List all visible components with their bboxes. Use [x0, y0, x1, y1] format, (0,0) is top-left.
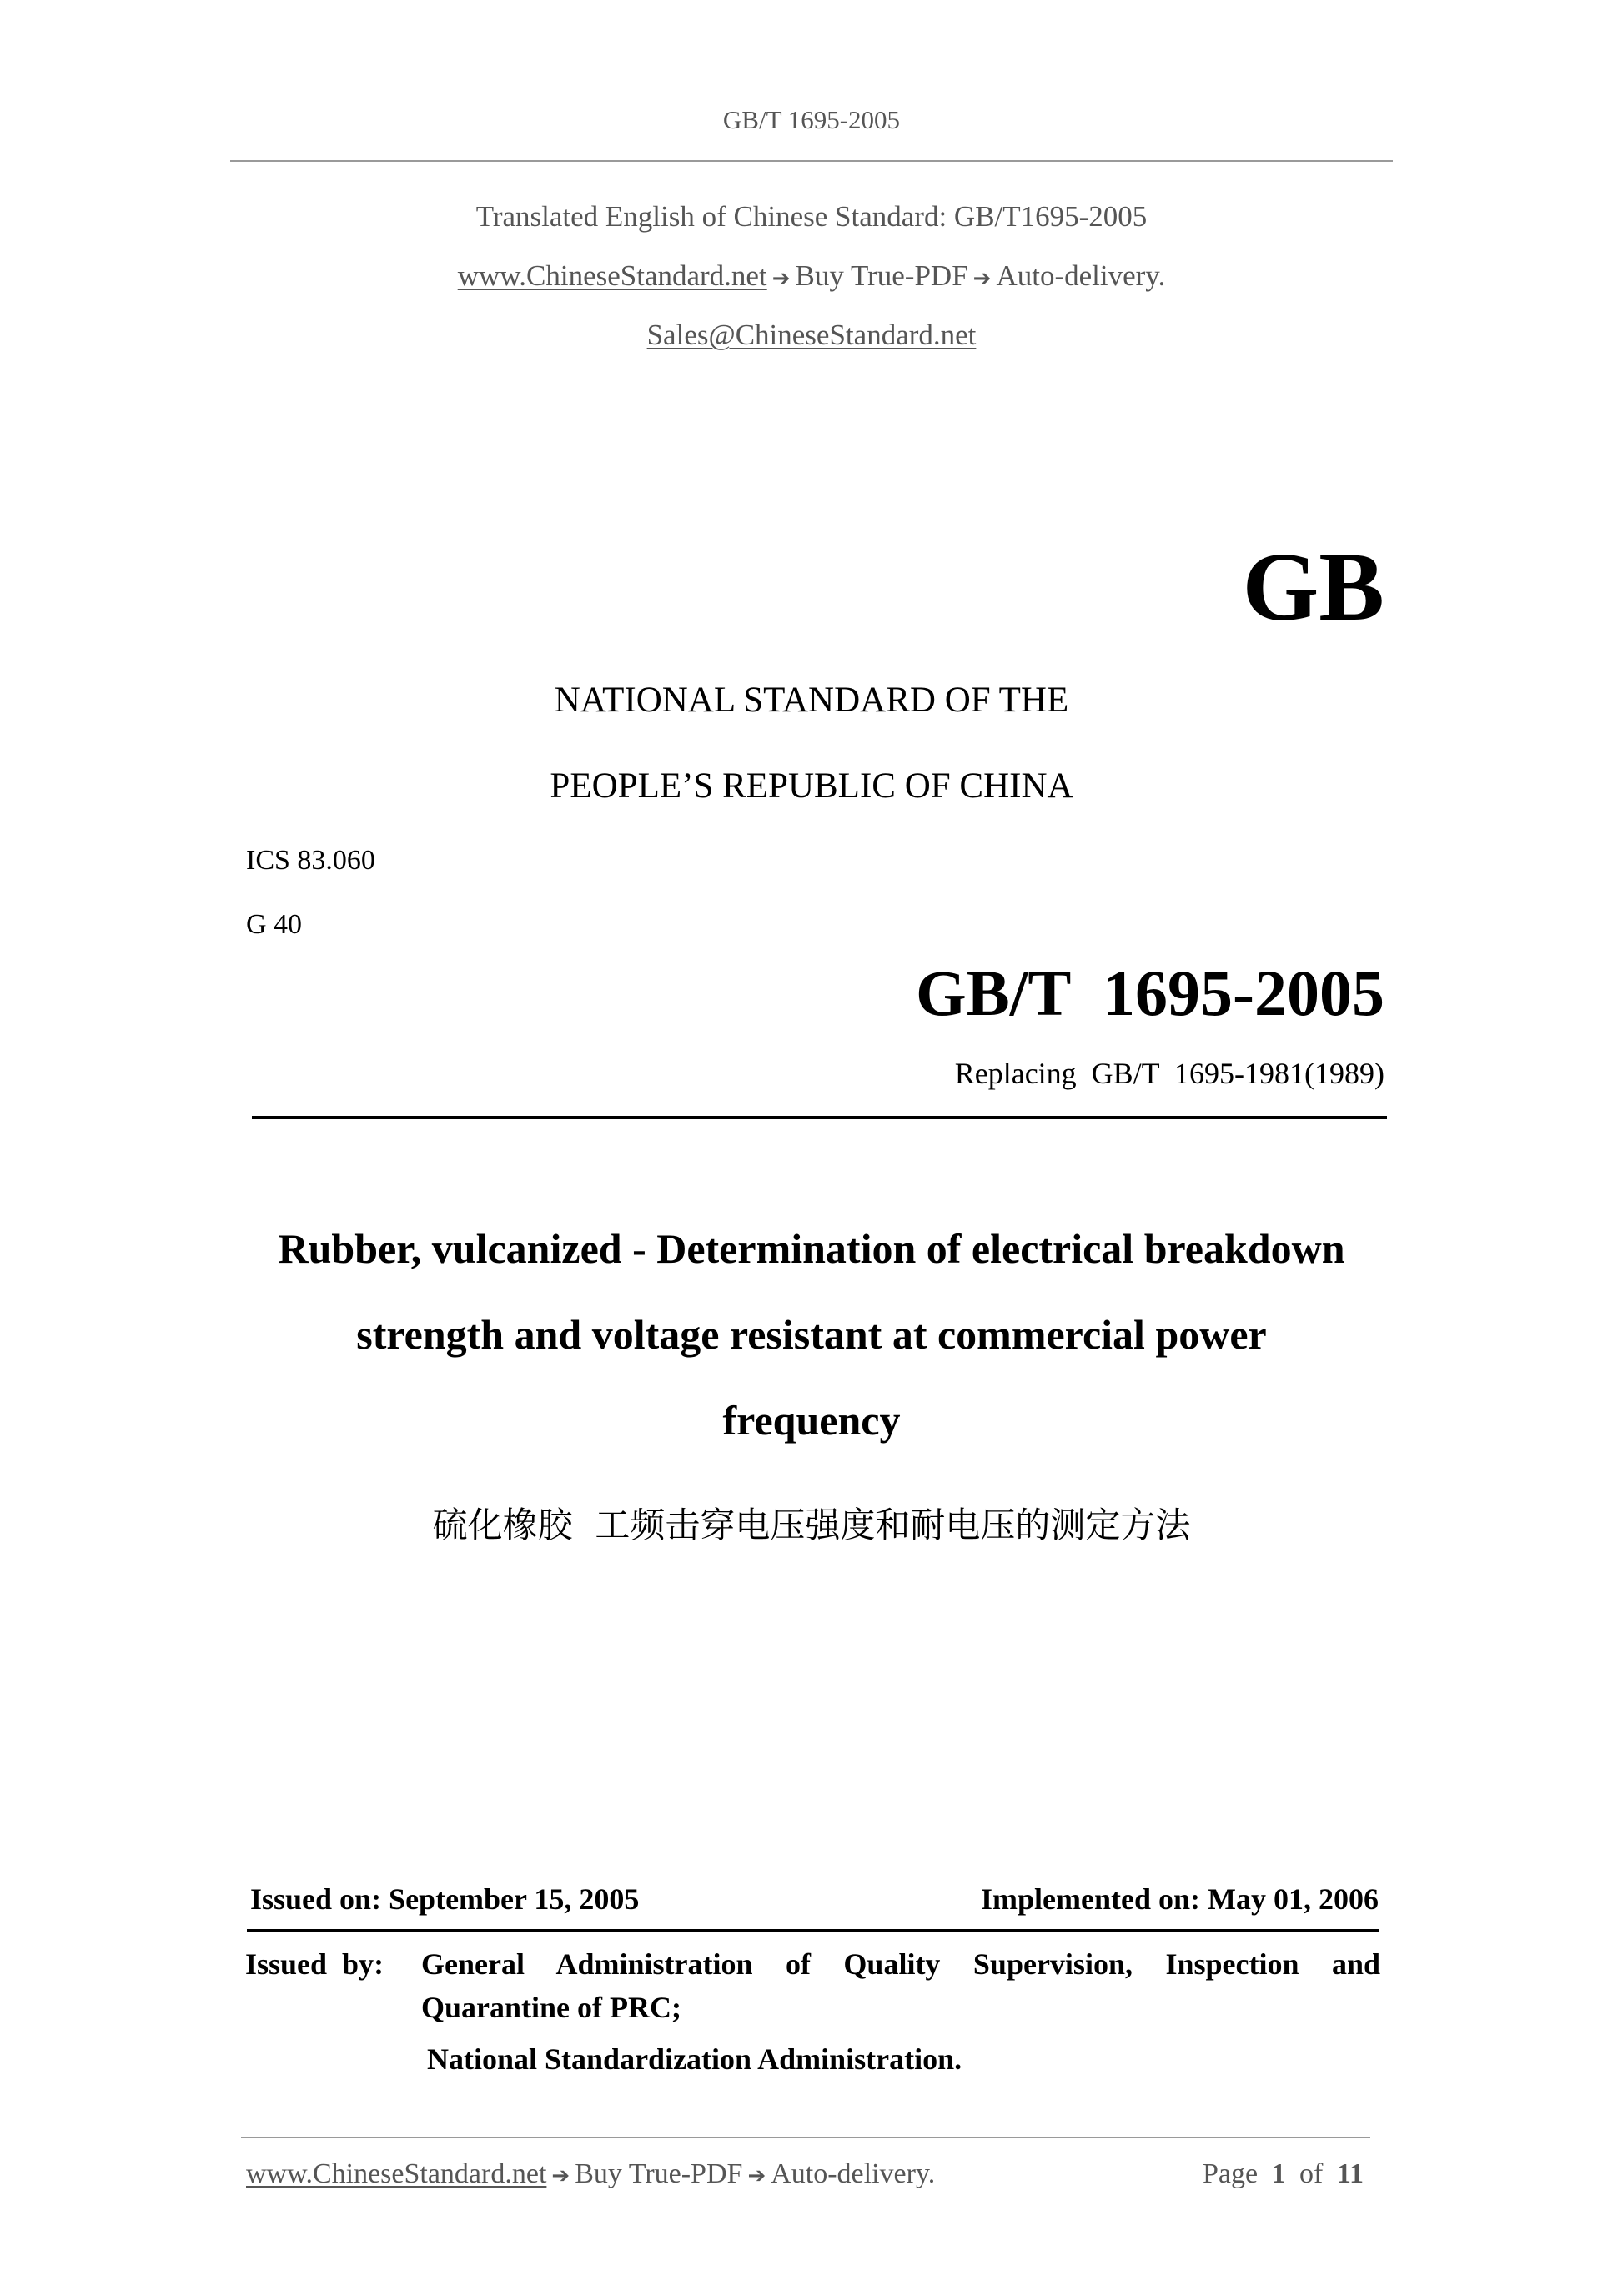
page-current: 1	[1271, 2158, 1286, 2189]
issued-on: Issued on: September 15, 2005	[250, 1882, 640, 1916]
replacing-note: Replacing GB/T 1695-1981(1989)	[954, 1057, 1384, 1090]
ics-code: ICS 83.060	[246, 845, 375, 876]
page-of: of	[1299, 2158, 1324, 2189]
page-total: 11	[1336, 2158, 1364, 2189]
title-line-3: frequency	[722, 1397, 901, 1444]
footer-purchase-line	[246, 2158, 935, 2190]
auto-delivery-text: Auto-delivery.	[996, 259, 1166, 292]
issued-by-line-2: Quarantine of PRC;	[421, 1991, 681, 2024]
ccs-code: G 40	[246, 909, 303, 940]
footer-divider	[241, 2137, 1370, 2138]
standard-number: GB/T 1695-2005	[916, 957, 1384, 1029]
running-title: GB/T 1695-2005	[722, 105, 901, 134]
arrow-right-icon: ➔	[747, 2163, 766, 2188]
page-indicator	[1203, 2158, 1364, 2190]
national-standard-line-1: NATIONAL STANDARD OF THE	[554, 681, 1069, 720]
running-header	[0, 105, 1623, 135]
implemented-on: Implemented on: May 01, 2006	[981, 1882, 1379, 1916]
promo-purchase-line	[0, 259, 1623, 293]
dates-divider	[247, 1929, 1379, 1932]
title-chinese: 硫化橡胶 工频击穿电压强度和耐电压的测定方法	[432, 1505, 1191, 1545]
national-standard-line-2: PEOPLE’S REPUBLIC OF CHINA	[550, 766, 1073, 806]
footer-site-link[interactable]: www.ChineseStandard.net	[246, 2158, 547, 2189]
issued-by-label: Issued by:	[245, 1947, 384, 1981]
buy-true-pdf-text: Buy True-PDF	[795, 259, 968, 292]
issued-by-line-1: General Administration of Quality Supervision, Inspection and	[421, 1947, 1380, 1981]
header-divider	[230, 160, 1393, 162]
page-label: Page	[1202, 2158, 1259, 2189]
arrow-right-icon: ➔	[771, 266, 791, 291]
promo-email-line	[0, 319, 1623, 352]
gb-mark: GB	[1242, 532, 1384, 641]
title-line-2: strength and voltage resistant at commercial power	[356, 1311, 1267, 1358]
title-line-1: Rubber, vulcanized - Determination of electrical breakdown	[278, 1225, 1345, 1272]
footer-delivery-text: Auto-delivery.	[771, 2158, 936, 2189]
issued-by-line-3: National Standardization Administration.	[427, 2042, 962, 2076]
cover-divider	[252, 1116, 1387, 1119]
promo-line	[0, 200, 1623, 234]
sales-email-link[interactable]: Sales@ChineseStandard.net	[646, 319, 977, 351]
promo-text: Translated English of Chinese Standard: GB/T1695-2005	[475, 200, 1148, 233]
arrow-right-icon: ➔	[972, 266, 992, 291]
arrow-right-icon: ➔	[551, 2163, 570, 2188]
site-link[interactable]: www.ChineseStandard.net	[457, 259, 767, 292]
footer-buy-text: Buy True-PDF	[575, 2158, 743, 2189]
